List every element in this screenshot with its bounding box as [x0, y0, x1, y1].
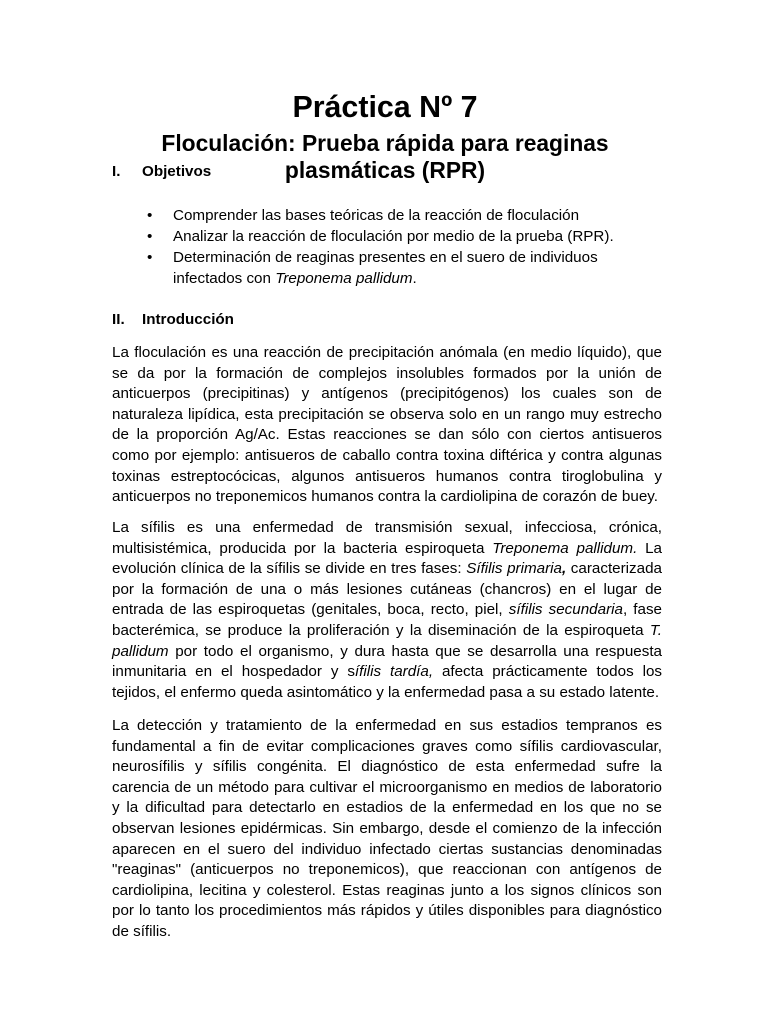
list-item — [144, 205, 659, 226]
section-title: Introducción — [142, 311, 234, 328]
text-run: , fase bacterémica, se produce la proliferación y la diseminación de la espiroqueta — [112, 601, 662, 639]
text-run: La evolución clínica de la sífilis se divide en tres fases: — [112, 539, 662, 578]
bold-italic-run: , — [561, 560, 567, 578]
section-number: I. — [112, 163, 121, 180]
italic-run: Sífilis primaria — [466, 560, 562, 578]
page-title: Práctica Nº 7 — [292, 90, 478, 124]
objectives-list — [144, 205, 659, 289]
paragraph-sifilis — [112, 518, 662, 703]
text-run: caracterizada por la formación de una o más lesiones cutáneas (chancros) en el lugar de entrada de las espiroquetas (genitales, boca, recto, piel, — [112, 560, 662, 619]
list-item-text: Analizar la reacción de floculación por medio de la prueba (RPR). — [173, 228, 614, 245]
paragraph-floculacion: La floculación es una reacción de precipitación anómala (en medio líquido), que se da por la formación de complejos insolubles formados por la unión de anticuerpos (precipitinas) y antígenos (precipitógenos) los cuales son de naturaleza lipídica, esta precipitación se observa solo en un rango muy estrecho de la proporción Ag/Ac. Estas reacciones se dan sólo con ciertos antisueros como por ejemplo: antisueros de caballo contra toxina diftérica y contra algunas toxinas estreptocócicas, algunos antisueros humanos contra tiroglobulina y anticuerpos no treponemicos humanos contra la cardiolipina de corazón de buey. — [112, 344, 662, 506]
italic-species-name: Treponema pallidum — [275, 270, 413, 287]
section-number: II. — [112, 311, 125, 328]
italic-run: sífilis secundaria — [508, 601, 623, 619]
text-run: afecta prácticamente todos los tejidos, el enfermo queda asintomático y la enfermedad pasa a su estado latente. — [112, 663, 662, 701]
list-item-text: Determinación de reaginas presentes en el suero de individuos infectados con — [173, 249, 598, 287]
punctuation: . — [412, 270, 417, 287]
paragraph-deteccion: La detección y tratamiento de la enfermedad en sus estadios tempranos es fundamental a fin de evitar complicaciones graves como sífilis cardiovascular, neurosífilis y sífilis congénita. El diagnóstico de esta enfermedad sufre la carencia de un método para cultivar el microorganismo en medios de laboratorio y la dificultad para detectarlo en estadios de la enfermedad en los que no se observan lesiones epidérmicas. Sin embargo, desde el comienzo de la infección aparecen en el suero del individuo infectado ciertas sustancias denominadas "reaginas" (anticuerpos no treponemicos), que reaccionan con antígenos de cardiolipina, lecitina y colesterol. Estas reaginas junto a los signos clínicos son por lo tanto los procedimientos más rápidos y útiles disponibles para diagnóstico de sífilis. — [112, 717, 662, 940]
list-item-text: Comprender las bases teóricas de la reacción de floculación — [173, 207, 580, 224]
text-run: por todo el organismo, y dura hasta que se desarrolla una respuesta inmunitaria en el hospedador y s — [112, 642, 662, 681]
italic-run: Treponema pallidum. — [492, 539, 638, 557]
italic-run: ífilis tardía, — [354, 663, 434, 681]
section-heading-objetivos — [112, 163, 211, 180]
list-item — [144, 247, 659, 289]
page-subtitle: Floculación: Prueba rápida para reaginas plasmáticas (RPR) — [161, 130, 609, 183]
text-run: La sífilis es una enfermedad de transmisión sexual, infecciosa, crónica, multisistémica, producida por la bacteria espiroqueta — [112, 519, 662, 557]
section-title: Objetivos — [142, 163, 212, 180]
list-item — [144, 226, 659, 247]
italic-run: T. pallidum — [112, 621, 662, 660]
section-heading-introduccion — [112, 311, 234, 328]
